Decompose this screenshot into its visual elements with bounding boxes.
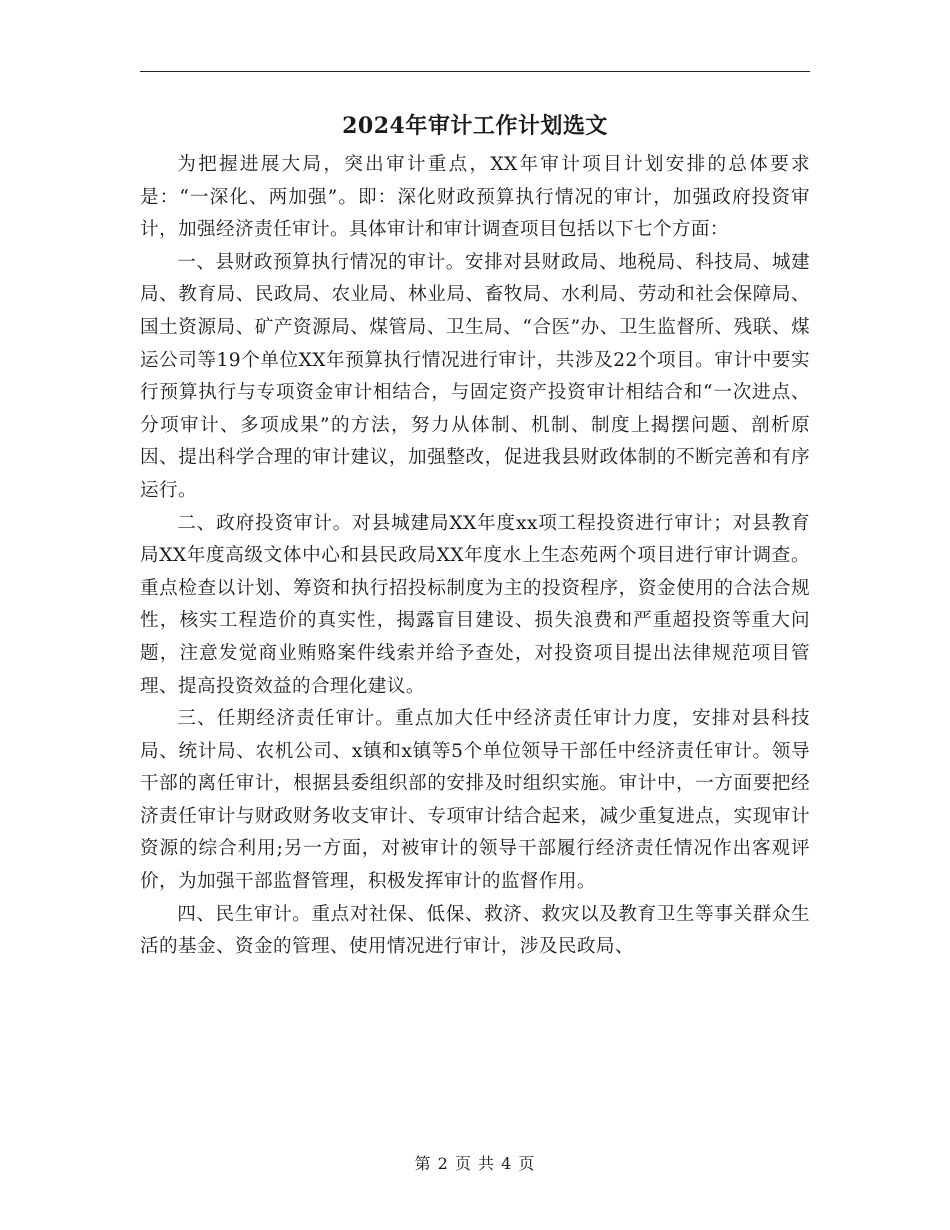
paragraph-investment-audit: 二、政府投资审计。对县城建局XX年度xx项工程投资进行审计；对县教育局XX年度高级文体中心和县民政局XX年度水上生态苑两个项目进行审计调查。重点检查以计划、筹资和执行招投标制度为主的投资程序，资金使用的合法合规性，核实工程造价的真实性，揭露盲目建设、损失浪费和严重超投资等重大问题，注意发觉商业贿赂案件线索并给予查处，对投资项目提出法律规范项目管理、提高投资效益的合理化建议。 xyxy=(140,512,810,697)
header-rule xyxy=(140,71,810,72)
document-title: 2024年审计工作计划选文 xyxy=(342,113,608,139)
paragraph-livelihood-audit: 四、民生审计。重点对社保、低保、救济、救灾以及教育卫生等事关群众生活的基金、资金的管理、使用情况进行审计，涉及民政局、 xyxy=(140,903,810,958)
page-footer xyxy=(0,1152,950,1176)
document-body xyxy=(140,149,810,964)
paragraph-intro: 为把握进展大局，突出审计重点，XX年审计项目计划安排的总体要求是：“一深化、两加强”。即：深化财政预算执行情况的审计，加强政府投资审计，加强经济责任审计。具体审计和审计调查项目包括以下七个方面： xyxy=(140,154,810,241)
paragraph-tenure-audit: 三、任期经济责任审计。重点加大任中经济责任审计力度，安排对县科技局、统计局、农机公司、x镇和x镇等5个单位领导干部任中经济责任审计。领导干部的离任审计，根据县委组织部的安排及时组织实施。审计中，一方面要把经济责任审计与财政财务收支审计、专项审计结合起来，减少重复进点，实现审计资源的综合利用;另一方面，对被审计的领导干部履行经济责任情况作出客观评价，为加强干部监督管理，积极发挥审计的监督作用。 xyxy=(140,708,810,893)
paragraph-budget-audit: 一、县财政预算执行情况的审计。安排对县财政局、地税局、科技局、城建局、教育局、民政局、农业局、林业局、畜牧局、水利局、劳动和社会保障局、国土资源局、矿产资源局、煤管局、卫生局、“合医”办、卫生监督所、残联、煤运公司等19个单位XX年预算执行情况进行审计，共涉及22个项目。审计中要实行预算执行与专项资金审计相结合，与固定资产投资审计相结合和“一次进点、分项审计、多项成果”的方法，努力从体制、机制、制度上揭摆问题、剖析原因、提出科学合理的审计建议，加强整改，促进我县财政体制的不断完善和有序运行。 xyxy=(140,251,810,501)
page-number: 第 2 页 共 4 页 xyxy=(414,1154,536,1173)
